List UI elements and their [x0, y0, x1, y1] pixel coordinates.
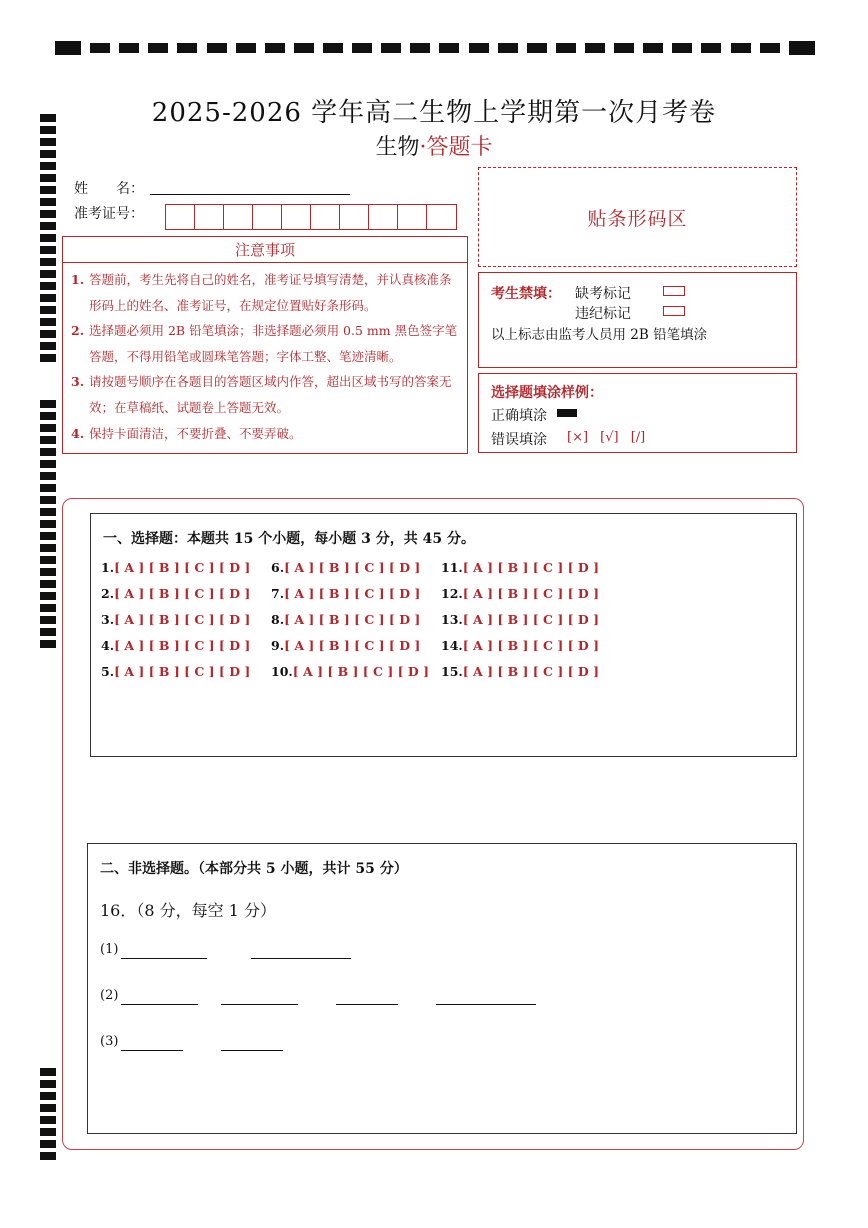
mc-question-7[interactable] — [271, 586, 420, 601]
mc-question-number: 2. — [101, 586, 115, 601]
notice-title: 注意事项 — [63, 237, 467, 263]
mc-options[interactable]: [ A ] [ B ] [ C ] [ D ] — [462, 586, 599, 601]
timing-mark — [40, 210, 56, 218]
violation-mark-box[interactable] — [663, 306, 685, 316]
mc-options[interactable]: [ A ] [ B ] [ C ] [ D ] — [284, 638, 421, 653]
timing-mark — [40, 1080, 56, 1088]
mc-question-3[interactable] — [101, 612, 250, 627]
mc-question-number: 1. — [101, 560, 115, 575]
answer-blank[interactable] — [121, 1050, 183, 1051]
timing-mark — [40, 198, 56, 206]
mc-question-5[interactable] — [101, 664, 250, 679]
timing-mark — [40, 496, 56, 504]
timing-mark — [40, 592, 56, 600]
timing-mark — [40, 1068, 56, 1076]
timing-mark — [381, 43, 401, 53]
timing-mark — [731, 43, 751, 53]
answer-blank[interactable] — [221, 1050, 283, 1051]
barcode-area: 贴条形码区 — [478, 167, 797, 267]
blank-row-label: (1) — [100, 942, 119, 957]
exam-title: 2025-2026 学年高二生物上学期第一次月考卷 — [151, 98, 717, 128]
timing-mark — [40, 342, 56, 350]
mc-options[interactable]: [ A ] [ B ] [ C ] [ D ] — [284, 612, 421, 627]
mc-question-number: 5. — [101, 664, 115, 679]
mc-question-number: 14. — [441, 638, 463, 653]
notice-item — [71, 369, 459, 420]
timing-mark — [90, 43, 110, 53]
id-label: 准考证号： — [74, 206, 144, 222]
mc-question-number: 12. — [441, 586, 463, 601]
correct-fill-mark — [557, 409, 577, 417]
timing-mark — [40, 270, 56, 278]
id-digit-box[interactable] — [195, 205, 224, 229]
timing-mark — [672, 43, 692, 53]
timing-mark — [40, 424, 56, 432]
timing-mark — [40, 556, 56, 564]
timing-mark — [789, 41, 815, 55]
timing-mark — [148, 43, 168, 53]
forbid-note: 以上标志由监考人员用 2B 铅笔填涂 — [491, 327, 708, 343]
id-digit-box[interactable] — [253, 205, 282, 229]
mc-question-number: 13. — [441, 612, 463, 627]
exam-subtitle — [0, 130, 868, 161]
notice-item-number: 4. — [71, 425, 85, 441]
timing-mark — [40, 616, 56, 624]
notice-item-text: 选择题必须用 2B 铅笔填涂；非选择题必须用 0.5 mm 黑色签字笔答题，不得用铅笔或圆珠笔答题；字体工整、笔迹清晰。 — [89, 323, 458, 364]
timing-mark — [40, 234, 56, 242]
id-digit-box[interactable] — [311, 205, 340, 229]
id-digit-box[interactable] — [282, 205, 311, 229]
timing-mark — [40, 640, 56, 648]
answer-blank[interactable] — [121, 958, 207, 959]
answer-blank[interactable] — [221, 1004, 298, 1005]
mc-options[interactable]: [ A ] [ B ] [ C ] [ D ] — [114, 612, 251, 627]
mc-question-15[interactable] — [441, 664, 599, 679]
id-digit-box[interactable] — [224, 205, 253, 229]
timing-mark — [40, 306, 56, 314]
mc-options[interactable]: [ A ] [ B ] [ C ] [ D ] — [284, 560, 421, 575]
mc-options[interactable]: [ A ] [ B ] [ C ] [ D ] — [114, 638, 251, 653]
wrong-fill-marks: [×] [√] [/] — [567, 430, 646, 445]
timing-mark — [40, 532, 56, 540]
mc-options[interactable]: [ A ] [ B ] [ C ] [ D ] — [292, 664, 429, 679]
notice-panel — [62, 236, 468, 454]
timing-mark — [40, 174, 56, 182]
timing-mark — [40, 330, 56, 338]
timing-mark — [265, 43, 285, 53]
answer-card-label: 答题卡 — [426, 135, 493, 160]
mc-question-9[interactable] — [271, 638, 420, 653]
timing-mark — [40, 436, 56, 444]
wrong-fill-label: 错误填涂 — [491, 432, 547, 448]
subtitle-dot: · — [419, 135, 427, 160]
timing-mark — [40, 222, 56, 230]
timing-mark — [643, 43, 663, 53]
timing-mark — [207, 43, 227, 53]
mc-question-number: 7. — [271, 586, 285, 601]
absent-mark-label: 缺考标记 — [575, 286, 631, 302]
left-timing-marks-lower — [40, 1068, 56, 1160]
answer-blank[interactable] — [336, 1004, 398, 1005]
notice-item-number: 3. — [71, 374, 85, 390]
mc-question-number: 10. — [271, 664, 293, 679]
sample-label: 选择题填涂样例： — [491, 385, 603, 401]
top-timing-marks — [55, 41, 815, 55]
mc-question-6[interactable] — [271, 560, 420, 575]
nonmc-title: 二、非选择题。（本部分共 5 小题，共计 55 分） — [100, 861, 408, 877]
notice-item — [71, 318, 459, 369]
timing-mark — [40, 508, 56, 516]
timing-mark — [40, 186, 56, 194]
notice-item-text: 答题前，考生先将自己的姓名，准考证号填写清楚，并认真核准条形码上的姓名、准考证号，在规定位置贴好条形码。 — [89, 272, 452, 313]
mc-question-10[interactable] — [271, 664, 429, 679]
mc-question-number: 6. — [271, 560, 285, 575]
mc-question-14[interactable] — [441, 638, 599, 653]
notice-item — [71, 421, 459, 447]
left-timing-marks-middle — [40, 400, 56, 648]
timing-mark — [40, 354, 56, 362]
mc-question-number: 8. — [271, 612, 285, 627]
mc-title: 一、选择题：本题共 15 个小题，每小题 3 分，共 45 分。 — [103, 531, 475, 547]
timing-mark — [352, 43, 372, 53]
mc-options[interactable]: [ A ] [ B ] [ C ] [ D ] — [114, 664, 251, 679]
timing-mark — [40, 484, 56, 492]
mc-options[interactable]: [ A ] [ B ] [ C ] [ D ] — [462, 612, 599, 627]
mc-question-number: 9. — [271, 638, 285, 653]
mc-question-1[interactable] — [101, 560, 250, 575]
timing-mark — [527, 43, 547, 53]
timing-mark — [40, 400, 56, 408]
mc-question-13[interactable] — [441, 612, 599, 627]
timing-mark — [40, 282, 56, 290]
absent-mark-box[interactable] — [663, 286, 685, 296]
name-field[interactable] — [150, 194, 350, 195]
fill-sample-panel — [478, 373, 797, 453]
timing-mark — [294, 43, 314, 53]
notice-item — [71, 267, 459, 318]
blank-row-label: (2) — [100, 988, 119, 1003]
mc-question-11[interactable] — [441, 560, 599, 575]
timing-mark — [701, 43, 721, 53]
mc-options[interactable]: [ A ] [ B ] [ C ] [ D ] — [114, 560, 251, 575]
notice-list — [63, 263, 467, 446]
timing-mark — [498, 43, 518, 53]
mc-question-number: 11. — [441, 560, 463, 575]
timing-mark — [40, 520, 56, 528]
timing-mark — [119, 43, 139, 53]
timing-mark — [40, 604, 56, 612]
timing-mark — [40, 628, 56, 636]
id-digit-box[interactable] — [166, 205, 195, 229]
id-digit-box[interactable] — [369, 205, 398, 229]
timing-mark — [760, 43, 780, 53]
blank-row-3 — [100, 1034, 118, 1049]
blank-row-label: (3) — [100, 1034, 119, 1049]
timing-mark — [585, 43, 605, 53]
mc-question-number: 15. — [441, 664, 463, 679]
mc-question-number: 3. — [101, 612, 115, 627]
timing-mark — [556, 43, 576, 53]
forbid-label: 考生禁填： — [491, 286, 561, 302]
timing-mark — [40, 294, 56, 302]
notice-item-text: 保持卡面清洁，不要折叠、不要弄破。 — [89, 425, 302, 441]
timing-mark — [40, 1152, 56, 1160]
timing-mark — [40, 460, 56, 468]
timing-mark — [177, 43, 197, 53]
id-number-boxes[interactable] — [165, 204, 457, 230]
timing-mark — [469, 43, 489, 53]
question-16-header: 16．（8 分，每空 1 分） — [100, 901, 276, 920]
id-digit-box[interactable] — [427, 205, 456, 229]
mc-question-12[interactable] — [441, 586, 599, 601]
timing-mark — [40, 568, 56, 576]
timing-mark — [40, 1116, 56, 1124]
mc-options[interactable]: [ A ] [ B ] [ C ] [ D ] — [462, 560, 599, 575]
timing-mark — [40, 246, 56, 254]
id-digit-box[interactable] — [340, 205, 369, 229]
timing-mark — [40, 448, 56, 456]
name-label: 姓 名： — [74, 181, 144, 197]
timing-mark — [40, 1104, 56, 1112]
timing-mark — [40, 258, 56, 266]
timing-mark — [40, 544, 56, 552]
answer-blank[interactable] — [436, 1004, 536, 1005]
mc-question-number: 4. — [101, 638, 115, 653]
timing-mark — [410, 43, 430, 53]
mc-options[interactable]: [ A ] [ B ] [ C ] [ D ] — [284, 586, 421, 601]
forbid-panel — [478, 272, 797, 368]
timing-mark — [323, 43, 343, 53]
timing-mark — [55, 41, 81, 55]
timing-mark — [40, 472, 56, 480]
timing-mark — [439, 43, 459, 53]
subject-label: 生物 — [375, 135, 420, 160]
mc-options[interactable]: [ A ] [ B ] [ C ] [ D ] — [114, 586, 251, 601]
notice-item-number: 1. — [71, 272, 85, 287]
timing-mark — [40, 162, 56, 170]
answer-blank[interactable] — [251, 958, 351, 959]
mc-question-4[interactable] — [101, 638, 250, 653]
notice-item-number: 2. — [71, 323, 85, 339]
mc-question-2[interactable] — [101, 586, 250, 601]
multiple-choice-section — [90, 513, 797, 757]
timing-mark — [40, 412, 56, 420]
correct-fill-label: 正确填涂 — [491, 408, 547, 424]
id-digit-box[interactable] — [398, 205, 427, 229]
timing-mark — [236, 43, 256, 53]
timing-mark — [40, 580, 56, 588]
blank-row-2 — [100, 988, 118, 1003]
notice-item-text: 请按题号顺序在各题目的答题区域内作答，超出区域书写的答案无效；在草稿纸、试题卷上答题无效。 — [89, 374, 452, 415]
non-choice-section — [87, 843, 797, 1134]
mc-options[interactable]: [ A ] [ B ] [ C ] [ D ] — [462, 638, 599, 653]
blank-row-1 — [100, 942, 118, 957]
mc-question-8[interactable] — [271, 612, 420, 627]
mc-options[interactable]: [ A ] [ B ] [ C ] [ D ] — [462, 664, 599, 679]
violation-mark-label: 违纪标记 — [575, 306, 631, 322]
timing-mark — [40, 1140, 56, 1148]
timing-mark — [40, 318, 56, 326]
answer-blank[interactable] — [121, 1004, 198, 1005]
timing-mark — [40, 1128, 56, 1136]
timing-mark — [614, 43, 634, 53]
timing-mark — [40, 1092, 56, 1100]
